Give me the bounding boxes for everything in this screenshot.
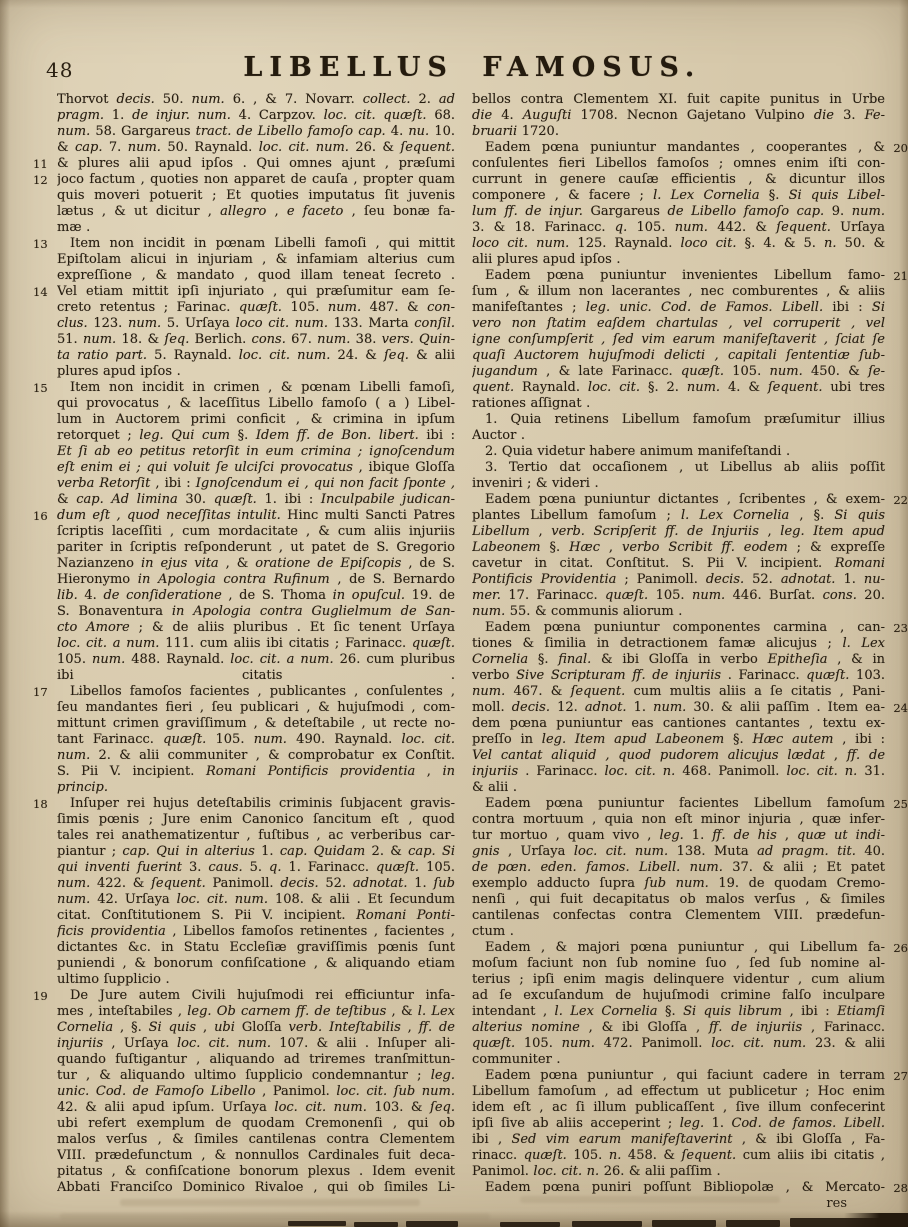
text-line: ta ratio part. 5. Raynald. loc. cit. num. 24. & ſeq. & alii: [57, 348, 455, 363]
text-line: Libellos famoſos facientes , publicantes , conſulentes ,: [70, 684, 455, 699]
text-line: Eadem pœna puniuntur , qui faciunt cadere in terram: [485, 1068, 885, 1083]
margin-ref-number: 23: [893, 621, 908, 635]
text-line: Hieronymo in Apologia contra Rufinum , de S. Bernardo: [57, 572, 455, 587]
text-line: plures apud ipſos .: [57, 364, 181, 379]
text-line: moſum faciunt non ſub nomine ſuo , ſed ſub nomine al-: [472, 956, 885, 971]
text-line: loco cit. num. 125. Raynald. loco cit. §. 4. & 5. n. 50. &: [472, 236, 885, 251]
text-line: Eadem pœna puniuntur componentes carmina , can-: [485, 620, 885, 635]
text-line: contra mortuum , quia non eſt minor injuria , quæ infer-: [472, 812, 885, 827]
page-number: 48: [46, 58, 74, 82]
text-line: quis moveri potuerit ; Et quoties imputatus ſit juvenis: [57, 188, 455, 203]
text-line: cavetur in citat. Conſtitut. S. Pii V. incipient. Romani: [472, 556, 885, 571]
text-line: retorquet ; leg. Qui cum §. Idem ff. de Bon. libert. ibi :: [57, 428, 455, 443]
text-line: 1. Quia retinens Libellum famoſum præſumitur illius: [485, 412, 885, 427]
text-line: 2. Quia videtur habere animum manifeſtandi .: [485, 444, 791, 459]
text-line: die 4. Auguſti 1708. Necnon Gajetano Vulpino die 3. Fe-: [472, 108, 885, 123]
text-line: exemplo adducto ſupra ſub num. 19. de quodam Cremo-: [472, 876, 885, 891]
text-line: Nazianzeno in ejus vita , & oratione de Epiſcopis , de S.: [57, 556, 455, 571]
bleedthrough-artifact: [60, 1213, 490, 1220]
margin-ref-number: 16: [33, 509, 48, 523]
text-line: bellos contra Clementem XI. fuit capite punitus in Urbe: [472, 92, 885, 107]
text-line: Vel etiam mittit ipſi injuriato , qui præſumitur eam ſe-: [57, 284, 455, 299]
margin-ref-number: 17: [33, 685, 48, 699]
text-line: 51. num. 18. & ſeq. Berlich. cons. 67. num. 38. vers. Quin-: [57, 332, 455, 347]
text-line: malos verſus , & ſimiles cantilenas contra Clementem: [57, 1132, 455, 1147]
text-line: igne conſumpſerit , ſed vim earum manifeſtaverit , ſciat ſe: [472, 332, 885, 347]
text-line: rationes aſſignat .: [472, 396, 591, 411]
text-line: pragm. 1. de injur. num. 4. Carpzov. loc. cit. quæſt. 68.: [57, 108, 455, 123]
text-line: 105. num. 488. Raynald. loc. cit. a num. 26. cum pluribus: [57, 652, 455, 667]
margin-ref-number: 28: [893, 1181, 908, 1195]
text-line: tur , & aliquando ultimo ſupplicio condemnantur ; leg.: [57, 1068, 455, 1083]
text-line: qui inventi fuerint 3. caus. 5. q. 1. Farinacc. quæſt. 105.: [57, 860, 455, 875]
margin-ref-number: 13: [33, 237, 48, 251]
page-edge-mark: [726, 1220, 780, 1227]
left-text-column: [33, 92, 455, 1196]
text-line: ad ſe excuſandum de hujuſmodi crimine falſo inculpare: [472, 988, 885, 1003]
margin-ref-number: 24: [893, 701, 908, 715]
text-line: mes , inteſtabiles , leg. Ob carnem ff. de teſtibus , & l. Lex: [57, 1004, 455, 1019]
text-line: piantur ; cap. Qui in alterius 1. cap. Quidam 2. & cap. Si: [57, 844, 455, 859]
text-line: ctum .: [472, 924, 514, 939]
margin-ref-number: 27: [893, 1069, 908, 1083]
text-line: Thorvot decis. 50. num. 6. , & 7. Novarr. collect. 2. ad: [57, 92, 455, 107]
text-line: gnis , Urſaya loc. cit. num. 138. Muta ad pragm. tit. 40.: [472, 844, 885, 859]
text-line: verba Retorſit , ibi : Ignoſcendum ei , qui non facit ſponte ,: [57, 476, 455, 491]
text-line: ſeu mandantes fieri , ſeu publicari , & hujuſmodi , com-: [57, 700, 455, 715]
text-line: princip.: [57, 780, 108, 795]
text-line: Vel cantat aliquid , quod pudorem alicujus lædat , ff. de: [472, 748, 885, 763]
text-line: ipſi ſive ab aliis acceperint ; leg. 1. Cod. de famos. Libell.: [472, 1116, 885, 1131]
text-line: ibi citatis .: [57, 668, 455, 683]
text-line: & plures alii apud ipſos . Qui omnes ajunt , præſumi: [57, 156, 455, 171]
text-line: Eadem pœna puniri poſſunt Bibliopolæ , & Mercato-: [485, 1180, 885, 1195]
text-line: num. 467. & ſequent. cum multis aliis a ſe citatis , Pani-: [472, 684, 885, 699]
text-line: preſſo in leg. Item apud Labeonem §. Hæc autem , ibi :: [472, 732, 885, 747]
text-line: mittunt crimen graviſſimum , & deteſtabile , ut recte no-: [57, 716, 455, 731]
text-line: vero non ſtatim eaſdem chartulas , vel corruperit , vel: [472, 316, 885, 331]
text-line: Labeonem §. Hæc , verbo Scribit ff. eodem ; & expreſſe: [472, 540, 885, 555]
text-line: citat. Conſtitutionem S. Pii V. incipient. Romani Ponti-: [57, 908, 455, 923]
text-line: Item non incidit in pœnam Libelli famoſi , qui mittit: [70, 236, 455, 251]
text-line: alterius nomine , & ibi Gloſſa , ff. de injuriis , Farinacc.: [472, 1020, 885, 1035]
text-line: alii plures apud ipſos .: [472, 252, 621, 267]
text-line: ultimo ſupplicio .: [57, 972, 170, 987]
text-line: num. 422. & ſequent. Panimoll. decis. 52. adnotat. 1. ſub: [57, 876, 455, 891]
text-line: clus. 123. num. 5. Urſaya loco cit. num. 133. Marta conſil.: [57, 316, 455, 331]
text-line: lætus , & ut dicitur , allegro , e faceto , ſeu bonæ fa-: [57, 204, 455, 219]
text-line: ibi , Sed vim earum manifeſtaverint , & ibi Gloſſa , Fa-: [472, 1132, 885, 1147]
margin-ref-number: 22: [893, 493, 908, 507]
text-line: loc. cit. a num. 111. cum aliis ibi citatis ; Farinacc. quæſt.: [57, 636, 455, 651]
text-line: S. Bonaventura in Apologia contra Guglielmum de San-: [57, 604, 455, 619]
page-corner-shadow: [844, 1213, 908, 1227]
text-line: cto Amore ; & de aliis pluribus . Et ſic tenent Urſaya: [57, 620, 455, 635]
text-line: quaſi Auctorem hujuſmodi delicti , capitali ſententiæ ſub-: [472, 348, 885, 363]
text-line: communiter .: [472, 1052, 561, 1067]
text-line: & cap. Ad limina 30. quæſt. 1. ibi : Inculpabile judican-: [57, 492, 455, 507]
text-line: 3. Tertio dat occaſionem , ut Libellus ab aliis poſſit: [485, 460, 885, 475]
text-line: num. 42. Urſaya loc. cit. num. 108. & alii . Et ſecundum: [57, 892, 455, 907]
margin-ref-number: 18: [33, 797, 48, 811]
text-line: joco factum , quoties non apparet de cauſa , propter quam: [57, 172, 455, 187]
text-line: qui provocatus , & laceſſitus Libello famoſo ( a ) Libel-: [57, 396, 455, 411]
text-line: Eadem pœna puniuntur invenientes Libellum famo-: [485, 268, 885, 283]
text-line: ubi refert exemplum de quodam Cremonenſi , qui ob: [57, 1116, 455, 1131]
text-line: plantes Libellum famoſum ; l. Lex Cornelia , §. Si quis: [472, 508, 885, 523]
text-line: Pontificis Providentia ; Panimoll. decis. 52. adnotat. 1. nu-: [472, 572, 885, 587]
text-line: Eadem pœna puniuntur mandantes , cooperantes , &: [485, 140, 885, 155]
text-line: puniendi , & bonorum confiſcatione , & aliquando etiam: [57, 956, 455, 971]
margin-ref-number: 11: [33, 157, 48, 171]
text-line: rinacc. quæſt. 105. n. 458. & ſequent. cum aliis ibi citatis ,: [472, 1148, 885, 1163]
page-edge-mark: [354, 1222, 398, 1227]
text-line: eſt enim ei ; qui voluit ſe ulciſci provocatus , ibique Gloſſa: [57, 460, 455, 475]
text-line: tant Farinacc. quæſt. 105. num. 490. Raynald. loc. cit.: [57, 732, 455, 747]
text-line: ficis providentia , Libellos famoſos retinentes , facientes ,: [57, 924, 455, 939]
text-line: lum in Auctorem primi conficit , & crimina in ipſum: [57, 412, 455, 427]
text-line: & alii .: [472, 780, 517, 795]
text-line: moll. decis. 12. adnot. 1. num. 30. & alii paſſim . Item ea-: [472, 700, 885, 715]
page-edge-mark: [652, 1220, 716, 1227]
text-line: Libellum famoſum , ad effectum ut publicetur ; Hoc enim: [472, 1084, 885, 1099]
text-line: bruarii 1720.: [472, 124, 559, 139]
margin-ref-number: 21: [893, 269, 908, 283]
margin-ref-number: 25: [893, 797, 908, 811]
page-edge-mark: [406, 1221, 458, 1227]
page-edge-mark: [288, 1221, 346, 1226]
text-line: injuriis , Urſaya loc. cit. num. 107. & alii . Inſuper ali-: [57, 1036, 455, 1051]
text-line: inveniri ; & videri .: [472, 476, 599, 491]
text-line: num. 58. Gargareus tract. de Libello famoſo cap. 4. nu. 10.: [57, 124, 455, 139]
text-line: nenſi , qui fuit decapitatus ob malos verſus , & ſimiles: [472, 892, 885, 907]
text-line: quæſt. 105. num. 472. Panimoll. loc. cit. num. 23. & alii: [472, 1036, 885, 1051]
text-line: creto retentus ; Farinac. quæſt. 105. num. 487. & con-: [57, 300, 455, 315]
bleedthrough-artifact: [120, 1199, 420, 1206]
text-line: tales rei anathematizentur , fuſtibus , ac verberibus car-: [57, 828, 455, 843]
text-line: S. Pii V. incipient. Romani Pontificis providentia , in: [57, 764, 455, 779]
margin-ref-number: 14: [33, 285, 48, 299]
text-line: mer. 17. Farinacc. quæſt. 105. num. 446. Burſat. cons. 20.: [472, 588, 885, 603]
text-line: intendant , l. Lex Cornelia §. Si quis librum , ibi : Etiamſi: [472, 1004, 885, 1019]
text-line: 42. & alii apud ipſum. Urſaya loc. cit. num. 103. & ſeq.: [57, 1100, 455, 1115]
text-line: cantilenas confectas contra Clementem VIII. prædefun-: [472, 908, 885, 923]
text-line: Eadem pœna puniuntur dictantes , ſcribentes , & exem-: [485, 492, 885, 507]
text-line: 3. & 18. Farinacc. q. 105. num. 442. & ſequent. Urſaya: [472, 220, 885, 235]
text-line: Item non incidit in crimen , & pœnam Libelli famoſi,: [70, 380, 455, 395]
text-line: Abbati Franciſco Dominico Rivaloe , qui ob ſimiles Li-: [57, 1180, 455, 1195]
text-line: Eadem pœna puniuntur facientes Libellum famoſum: [485, 796, 885, 811]
text-line: expreſſione , & mandato , quod illam teneat ſecreto .: [57, 268, 455, 283]
text-line: unic. Cod. de Famoſo Libello , Panimol. loc. cit. ſub num.: [57, 1084, 455, 1099]
text-line: jugandum , & late Farinacc. quæſt. 105. num. 450. & ſe-: [472, 364, 885, 379]
margin-ref-number: 20: [893, 141, 908, 155]
margin-ref-number: 26: [893, 941, 908, 955]
text-line: idem eſt , ac ſi illum publicaſſent , ſive illum confecerint: [472, 1100, 885, 1115]
text-line: tiones & ſimilia in detractionem famæ alicujus ; l. Lex: [472, 636, 885, 651]
text-line: terius ; ipſi enim magis delinquere videntur , cum alium: [472, 972, 885, 987]
text-line: num. 2. & alii communiter , & comprobatur ex Conſtit.: [57, 748, 455, 763]
text-line: Auctor .: [472, 428, 525, 443]
text-line: dictantes &c. in Statu Eccleſiæ graviſſimis pœnis ſunt: [57, 940, 455, 955]
right-text-column: [472, 92, 908, 1196]
text-line: dem pœna puniuntur eas cantiones cantantes , textu ex-: [472, 716, 885, 731]
text-line: VIII. prædefunctum , & nonnullos Cardinales fuit deca-: [57, 1148, 455, 1163]
text-line: Eadem , & majori pœna puniuntur , qui Libellum fa-: [485, 940, 885, 955]
text-line: quent. Raynald. loc. cit. §. 2. num. 4. & ſequent. ubi tres: [472, 380, 885, 395]
text-line: ſum , & illum non lacerantes , nec comburentes , & aliis: [472, 284, 885, 299]
catchword: res: [826, 1196, 847, 1211]
text-line: Et ſi ab eo petitus retorſit in eum crimina ; ignoſcendum: [57, 444, 455, 459]
text-line: ſcriptis laceſſiti , cum mordacitate , & cum aliis injuriis: [57, 524, 455, 539]
text-line: De Jure autem Civili hujuſmodi rei efficiuntur infa-: [70, 988, 455, 1003]
text-line: quando fuſtigantur , aliquando ad triremes tranſmittun-: [57, 1052, 455, 1067]
text-line: lum ff. de injur. Gargareus de Libello famoſo cap. 9. num.: [472, 204, 885, 219]
text-line: pariter in ſcriptis reſponderunt , ut patet de S. Gregorio: [57, 540, 455, 555]
text-line: de pœn. eden. famos. Libell. num. 37. & alii ; Et patet: [472, 860, 885, 875]
text-line: num. 55. & communis aliorum .: [472, 604, 683, 619]
page-edge-mark: [500, 1222, 560, 1227]
text-line: Libellum , verb. Scripſerit ff. de Injuriis , leg. Item apud: [472, 524, 885, 539]
text-line: lib. 4. de conſideratione , de S. Thoma in opuſcul. 19. de: [57, 588, 455, 603]
text-line: pitatus , & confiſcatione bonorum plexus . Idem evenit: [57, 1164, 455, 1179]
page-title: LIBELLUS FAMOSUS.: [243, 52, 702, 83]
text-line: manifeſtantes ; leg. unic. Cod. de Famos. Libell. ibi : Si: [472, 300, 885, 315]
text-line: mæ .: [57, 220, 91, 235]
text-line: conſulentes fieri Libellos famoſos ; omnes enim iſti con-: [472, 156, 885, 171]
margin-ref-number: 15: [33, 381, 48, 395]
text-line: Cornelia , §. Si quis , ubi Gloſſa verb. Inteſtabilis , ff. de: [57, 1020, 455, 1035]
text-line: Inſuper rei hujus deteſtabilis criminis ſubjacent gravis-: [70, 796, 455, 811]
margin-ref-number: 12: [33, 173, 48, 187]
text-line: verbo Sive Scripturam ff. de injuriis . Farinacc. quæſt. 103.: [472, 668, 885, 683]
page-edge-mark: [572, 1221, 642, 1227]
text-line: ſimis pœnis ; Jure enim Canonico ſancitum eſt , quod: [57, 812, 455, 827]
text-line: injuriis . Farinacc. loc. cit. n. 468. Panimoll. loc. cit. n. 31.: [472, 764, 885, 779]
text-line: Panimol. loc. cit. n. 26. & alii paſſim .: [472, 1164, 721, 1179]
text-line: tur mortuo , quam vivo , leg. 1. ff. de his , quæ ut indi-: [472, 828, 885, 843]
text-line: & cap. 7. num. 50. Raynald. loc. cit. num. 26. & ſequent.: [57, 140, 455, 155]
text-line: Cornelia §. final. & ibi Gloſſa in verbo Epitheſia , & in: [472, 652, 885, 667]
text-line: dum eſt , quod neceſſitas intulit. Hinc multi Sancti Patres: [57, 508, 455, 523]
text-line: componere , & facere ; l. Lex Cornelia §. Si quis Libel-: [472, 188, 885, 203]
margin-ref-number: 19: [33, 989, 48, 1003]
text-line: Epiſtolam alicui in injuriam , & infamiam alterius cum: [57, 252, 455, 267]
text-line: currunt in genere cauſæ efficientis , & dicuntur illos: [472, 172, 885, 187]
bleedthrough-artifact: [520, 1196, 780, 1203]
